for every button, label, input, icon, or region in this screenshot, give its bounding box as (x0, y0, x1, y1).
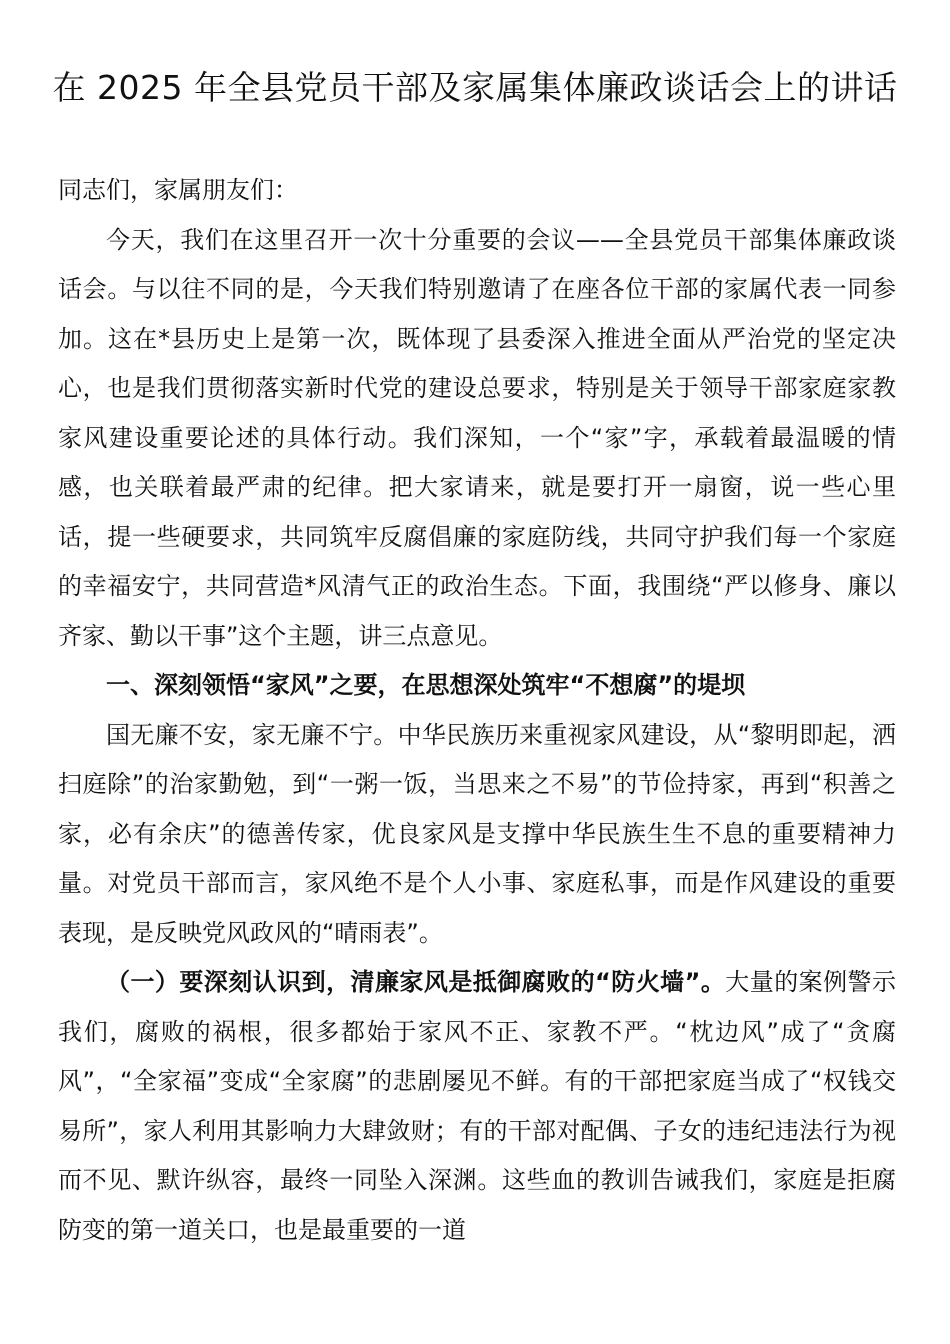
paragraph-firewall (58, 958, 896, 1255)
document-body (58, 166, 896, 1255)
document-title: 在 2025 年全县党员干部及家属集体廉政谈话会上的讲话 (52, 68, 898, 107)
paragraph-family-tradition: 国无廉不安，家无廉不宁。中华民族历来重视家风建设，从“黎明即起，洒扫庭除”的治家勤勉，到“一粥一饭，当思来之不易”的节俭持家，再到“积善之家，必有余庆”的德善传家，优良家风是支撑中华民族生生不息的重要精神力量。对党员干部而言，家风绝不是个人小事、家庭私事，而是作风建设的重要表现，是反映党风政风的“晴雨表”。 (58, 720, 896, 947)
salutation: 同志们，家属朋友们： (58, 176, 298, 204)
paragraph-firewall-text: 大量的案例警示我们，腐败的祸根，很多都始于家风不正、家教不严。“枕边风”成了“贪腐风”，“全家福”变成“全家腐”的悲剧屡见不鲜。有的干部把家庭当成了“权钱交易所”，家人利用其影响力大肆敛财；有的干部对配偶、子女的违纪违法行为视而不见、默许纵容，最终一同坠入深渊。这些血的教训告诫我们，家庭是拒腐防变的第一道关口，也是最重要的一道 (58, 968, 897, 1244)
paragraph-intro: 今天，我们在这里召开一次十分重要的会议——全县党员干部集体廉政谈话会。与以往不同的是，今天我们特别邀请了在座各位干部的家属代表一同参加。这在*县历史上是第一次，既体现了县委深入推进全面从严治党的坚定决心，也是我们贯彻落实新时代党的建设总要求，特别是关于领导干部家庭家教家风建设重要论述的具体行动。我们深知，一个“家”字，承载着最温暖的情感，也关联着最严肃的纪律。把大家请来，就是要打开一扇窗，说一些心里话，提一些硬要求，共同筑牢反腐倡廉的家庭防线，共同守护我们每一个家庭的幸福安宁，共同营造*风清气正的政治生态。下面，我围绕“严以修身、廉以齐家、勤以干事”这个主题，讲三点意见。 (58, 225, 896, 650)
subheading-1-1: （一）要深刻认识到，清廉家风是抵御腐败的“防火墙”。 (106, 968, 726, 996)
section-heading-1: 一、深刻领悟“家风”之要，在思想深处筑牢“不想腐”的堤坝 (106, 671, 746, 699)
